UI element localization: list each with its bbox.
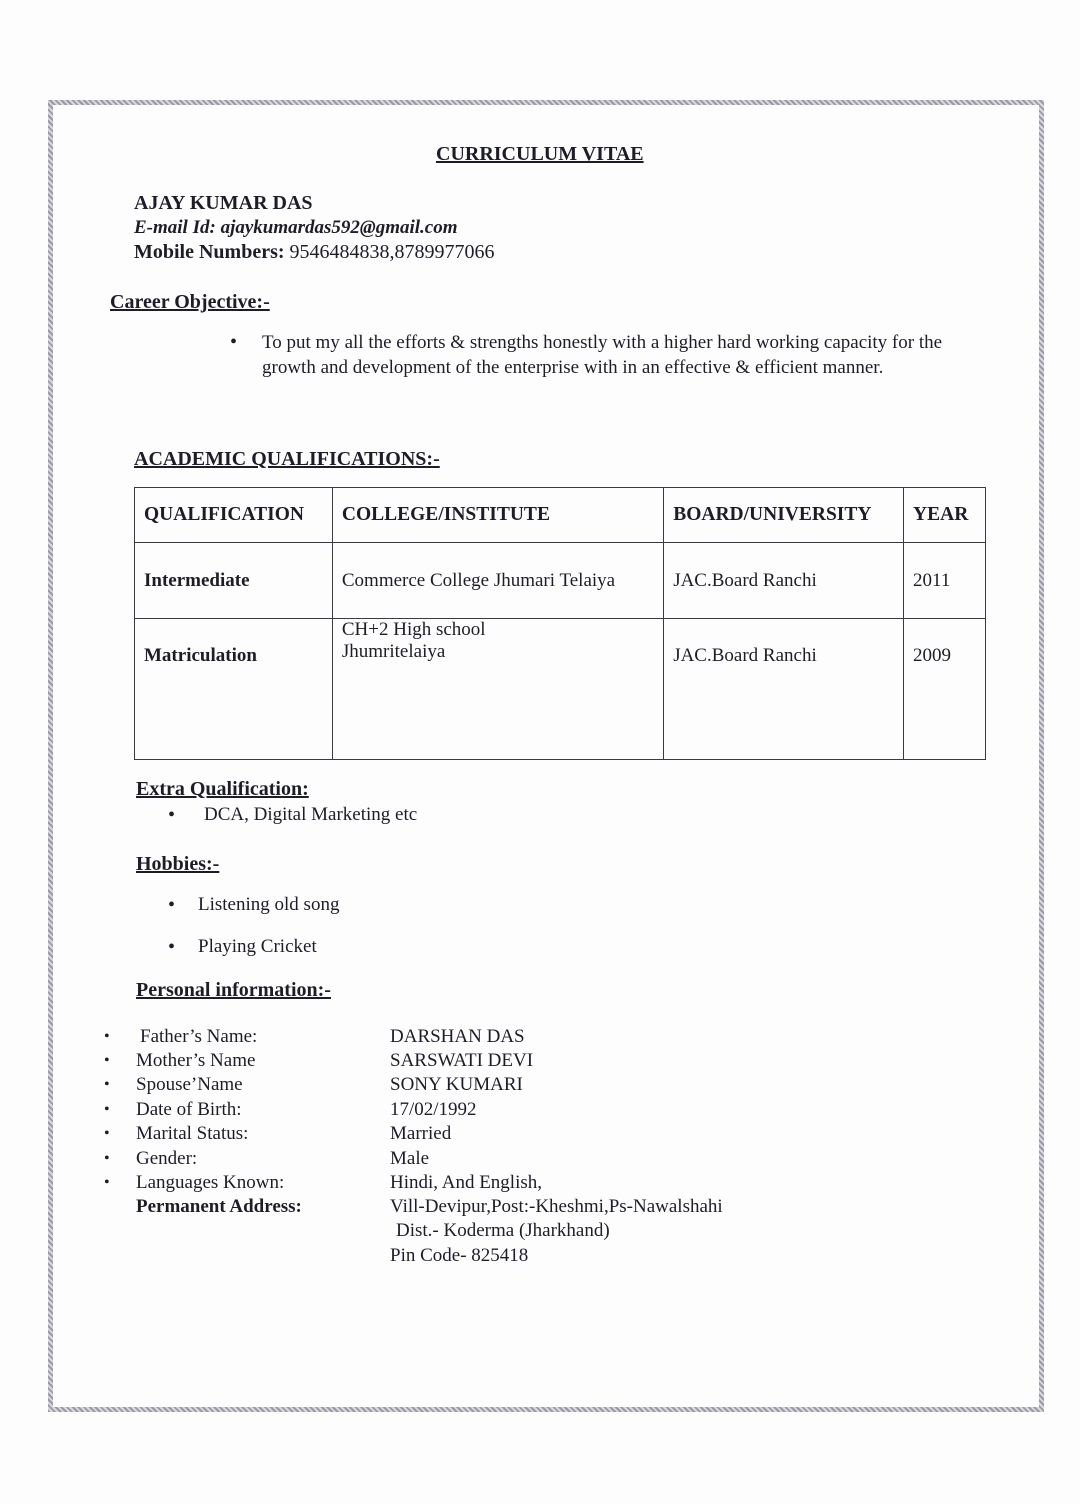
- bullet-icon: •: [104, 1052, 110, 1069]
- personal-info-heading: Personal information:-: [136, 979, 331, 1001]
- qualification-cell: Intermediate: [135, 543, 333, 619]
- bullet-icon: •: [168, 894, 176, 916]
- bullet-icon: •: [104, 1150, 110, 1167]
- email-value: ajaykumardas592@gmail.com: [220, 217, 458, 238]
- career-objective-heading: Career Objective:-: [110, 291, 270, 313]
- email-label: E-mail Id:: [134, 217, 216, 238]
- dob-label: Date of Birth:: [136, 1099, 242, 1120]
- permanent-address-label: Permanent Address:: [136, 1196, 302, 1217]
- table-row: [135, 543, 986, 619]
- table-header-row: [135, 488, 986, 543]
- spouse-name-label: Spouse’Name: [136, 1074, 243, 1095]
- table-row: [135, 619, 986, 760]
- board-cell: JAC.Board Ranchi: [664, 619, 904, 760]
- year-cell: 2011: [904, 543, 986, 619]
- father-name-value: DARSHAN DAS: [390, 1026, 525, 1047]
- document-title: CURRICULUM VITAE: [436, 143, 644, 165]
- column-header: BOARD/UNIVERSITY: [664, 488, 904, 543]
- gender-value: Male: [390, 1148, 430, 1169]
- father-name-label: Father’s Name:: [140, 1026, 258, 1047]
- extra-qualification-item: DCA, Digital Marketing etc: [204, 804, 418, 825]
- bullet-icon: •: [168, 936, 176, 958]
- email-line: [134, 217, 458, 239]
- mobile-line: [134, 241, 495, 264]
- candidate-name: AJAY KUMAR DAS: [134, 192, 313, 214]
- institute-cell: Commerce College Jhumari Telaiya: [332, 543, 663, 619]
- academic-table: [134, 487, 986, 760]
- extra-qualification-heading: Extra Qualification:: [136, 778, 309, 800]
- column-header: QUALIFICATION: [135, 488, 333, 543]
- gender-label: Gender:: [136, 1148, 198, 1169]
- marital-status-value: Married: [390, 1123, 452, 1144]
- mobile-value: 9546484838,8789977066: [289, 241, 495, 263]
- bullet-icon: •: [104, 1174, 110, 1191]
- bullet-icon: •: [104, 1028, 110, 1045]
- bullet-icon: •: [104, 1125, 110, 1142]
- marital-status-label: Marital Status:: [136, 1123, 249, 1144]
- languages-label: Languages Known:: [136, 1172, 285, 1193]
- address-line: Vill-Devipur,Post:-Kheshmi,Ps-Nawalshahi: [390, 1196, 723, 1217]
- dob-value: 17/02/1992: [390, 1099, 477, 1120]
- spouse-name-value: SONY KUMARI: [390, 1074, 523, 1095]
- mother-name-value: SARSWATI DEVI: [390, 1050, 534, 1071]
- bullet-icon: •: [104, 1076, 110, 1093]
- address-line: Pin Code- 825418: [390, 1245, 529, 1266]
- bullet-icon: •: [168, 804, 176, 826]
- bullet-icon: •: [104, 1101, 110, 1118]
- column-header: COLLEGE/INSTITUTE: [332, 488, 663, 543]
- mother-name-label: Mother’s Name: [136, 1050, 256, 1071]
- address-line: Dist.- Koderma (Jharkhand): [396, 1220, 610, 1241]
- mobile-label: Mobile Numbers:: [134, 241, 285, 263]
- institute-cell: [332, 619, 663, 760]
- career-objective-text: To put my all the efforts & strengths honestly with a higher hard working capacity for the growth and development of the enterprise with in an effective & efficient manner.: [262, 332, 943, 378]
- column-header: YEAR: [904, 488, 986, 543]
- languages-value: Hindi, And English,: [390, 1172, 543, 1193]
- hobby-item: Playing Cricket: [198, 936, 317, 957]
- qualification-cell: Matriculation: [135, 619, 333, 760]
- year-cell: 2009: [904, 619, 986, 760]
- hobby-item: Listening old song: [198, 894, 340, 915]
- board-cell: JAC.Board Ranchi: [664, 543, 904, 619]
- bullet-icon: •: [230, 331, 238, 353]
- academic-heading: ACADEMIC QUALIFICATIONS:-: [134, 448, 440, 470]
- hobbies-heading: Hobbies:-: [136, 853, 220, 875]
- institute-text: CH+2 High school Jhumritelaiya: [341, 619, 486, 662]
